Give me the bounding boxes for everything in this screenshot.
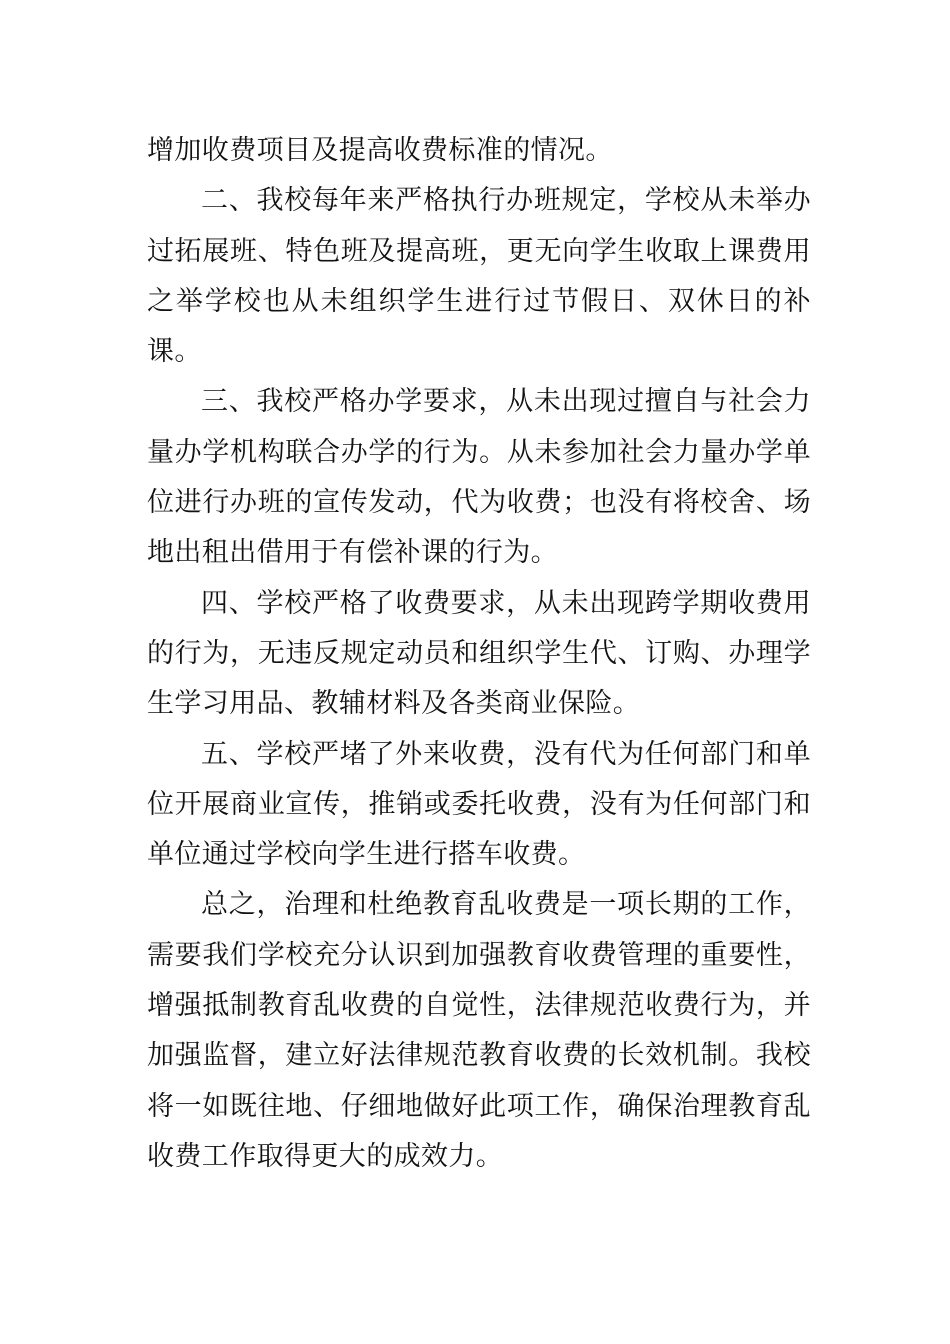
paragraph-item-5: 五、学校严堵了外来收费，没有代为任何部门和单位开展商业宣传，推销或委托收费，没有为任何部门和单位通过学校向学生进行搭车收费。 (147, 738, 811, 871)
paragraph-continuation: 增加收费项目及提高收费标准的情况。 (147, 135, 613, 166)
document-body (147, 126, 811, 1182)
paragraph-item-2: 二、我校每年来严格执行办班规定，学校从未举办过拓展班、特色班及提高班，更无向学生收取上课费用之举学校也从未组织学生进行过节假日、双休日的补课。 (147, 185, 811, 368)
paragraph-item-3: 三、我校严格办学要求，从未出现过擅自与社会力量办学机构联合办学的行为。从未参加社会力量办学单位进行办班的宣传发动，代为收费；也没有将校舍、场地出租出借用于有偿补课的行为。 (147, 386, 811, 569)
paragraph-conclusion: 总之，治理和杜绝教育乱收费是一项长期的工作，需要我们学校充分认识到加强教育收费管理的重要性，增强抵制教育乱收费的自觉性，法律规范收费行为，并加强监督，建立好法律规范教育收费的长效机制。我校将一如既往地、仔细地做好此项工作，确保治理教育乱收费工作取得更大的成效力。 (147, 889, 811, 1172)
paragraph-item-4: 四、学校严格了收费要求，从未出现跨学期收费用的行为，无违反规定动员和组织学生代、订购、办理学生学习用品、教辅材料及各类商业保险。 (147, 587, 811, 720)
